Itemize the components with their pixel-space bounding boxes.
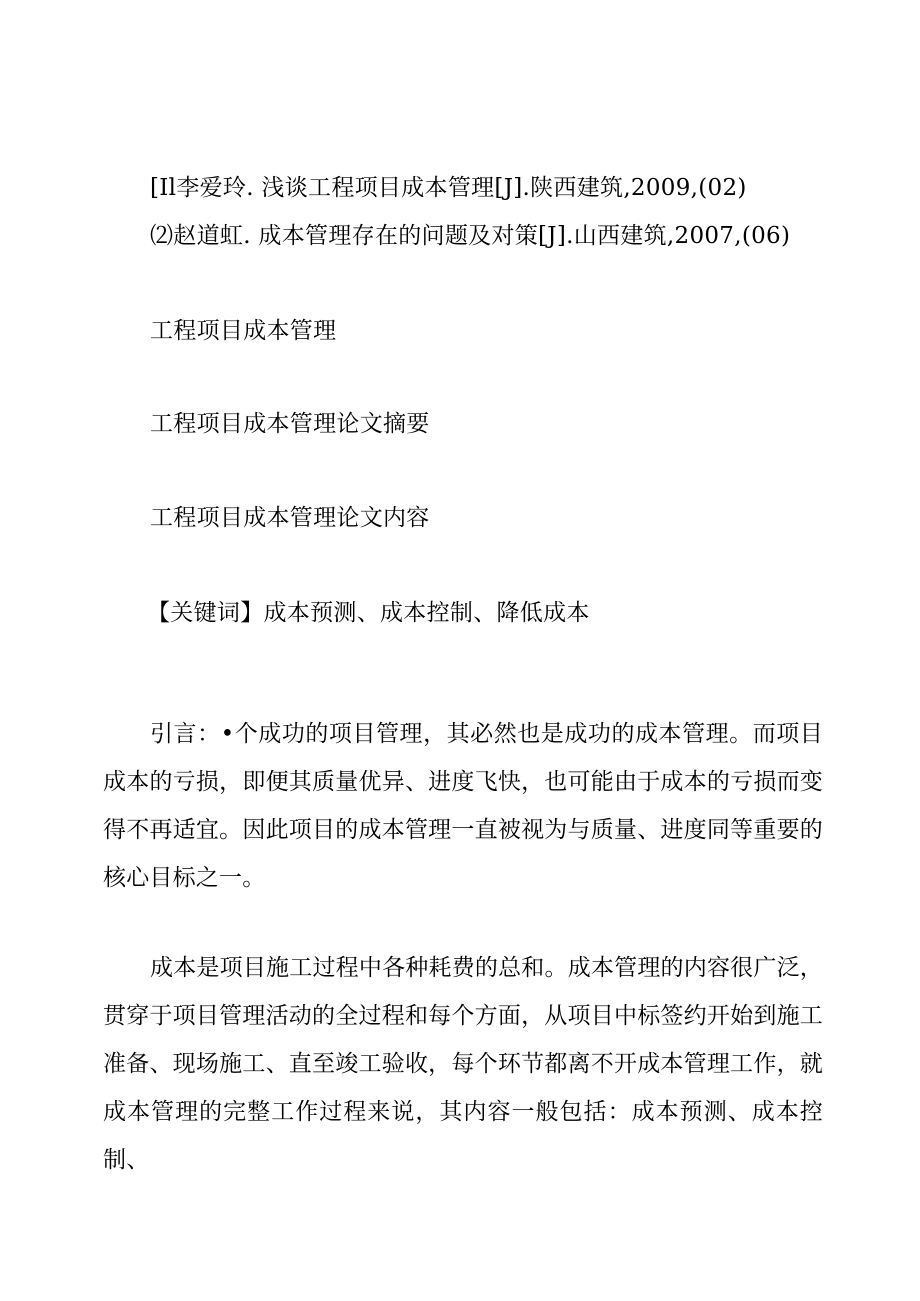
reference-2: ⑵赵道虹. 成本管理存在的问题及对策[J].山西建筑,2007,(06) <box>150 223 791 249</box>
cost-paragraph: 成本是项目施工过程中各种耗费的总和。成本管理的内容很广泛，贯穿于项目管理活动的全过程和每个方面，从项目中标签约开始到施工准备、现场施工、直至竣工验收，每个环节都离不开成本管理工作，就成本管理的完整工作过程来说，其内容一般包括：成本预测、成本控制、 <box>103 955 823 1173</box>
keywords-line: 【关键词】成本预测、成本控制、降低成本 <box>147 600 590 626</box>
heading-abstract: 工程项目成本管理论文摘要 <box>150 411 430 437</box>
intro-paragraph: 引言：•个成功的项目管理，其必然也是成功的成本管理。而项目成本的亏损，即便其质量优异、进度飞快，也可能由于成本的亏损而变得不再适宜。因此项目的成本管理一直被视为与质量、进度同等重要的核心目标之一。 <box>103 721 823 891</box>
heading-content: 工程项目成本管理论文内容 <box>150 505 430 531</box>
reference-1: [Il李爱玲. 浅谈工程项目成本管理[J].陕西建筑,2009,(02) <box>150 175 747 201</box>
heading-title: 工程项目成本管理 <box>150 318 337 344</box>
